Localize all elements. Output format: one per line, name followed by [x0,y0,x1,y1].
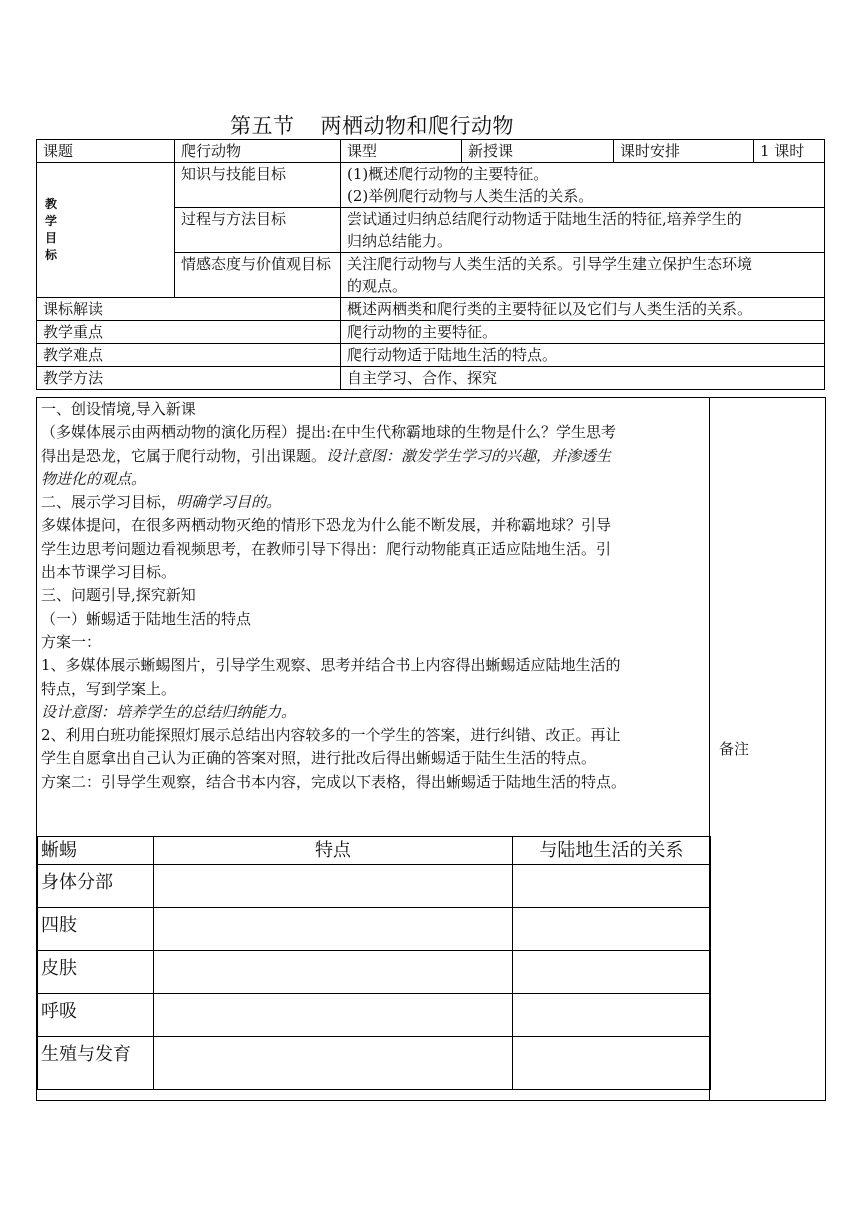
process-text: 1、多媒体展示蜥蜴图片，引导学生观察、思考并结合书上内容得出蜥蜴适应陆地生活的 特点，写到学案上。 [41,656,621,698]
standard-value: 概述两栖类和爬行类的主要特征以及它们与人类生活的关系。 [341,298,825,321]
table-cell [154,994,513,1037]
info-row [37,140,825,163]
process-text: 多媒体提问，在很多两栖动物灭绝的情形下恐龙为什么能不断发展，并称霸地球？引导 学生边思考问题边看视频思考，在教师引导下得出：爬行动物能真正适应陆地生活。引 出本节课学习目标。 [41,516,612,582]
goal-category: 知识与技能目标 [175,163,341,208]
goal-content: (1)概述爬行动物的主要特征。 (2)举例爬行动物与人类生活的关系。 [341,163,825,208]
process-heading: 二、展示学习目标，明确学习目的。 [41,493,282,512]
table-cell [512,1037,710,1090]
process-text: 方案一： [41,632,102,651]
lesson-info-table [36,139,825,390]
standard-row [37,298,825,321]
goal-category: 过程与方法目标 [175,208,341,253]
difficulty-value: 爬行动物适于陆地生活的特点。 [341,344,825,367]
method-label: 教学方法 [37,367,341,390]
difficulty-label: 教学难点 [37,344,341,367]
process-text: （多媒体展示由两栖动物的演化历程）提出:在中生代称霸地球的生物是什么？学生思考 得出是恐龙，它属于爬行动物，引出课题。设计意图：激发学生学习的兴趣，并渗透生 物进化的观点。 [41,423,617,488]
row-label: 四肢 [38,908,154,951]
row-label: 皮肤 [38,951,154,994]
lizard-table [37,836,711,1090]
row-label: 呼吸 [38,994,154,1037]
remark-label: 备注 [719,740,750,758]
keypoint-value: 爬行动物的主要特征。 [341,321,825,344]
lizard-table-header [38,837,711,865]
method-row [37,367,825,390]
process-design-intent: 设计意图：培养学生的总结归纳能力。 [41,702,297,721]
table-cell [154,865,513,908]
table-cell [154,908,513,951]
method-value: 自主学习、合作、探究 [341,367,825,390]
section-name: 两栖动物和爬行动物 [320,114,514,138]
table-cell [512,908,710,951]
schedule-value: 1 课时 [754,140,825,163]
table-row [38,951,711,994]
page-title [0,110,744,140]
header-cell: 与陆地生活的关系 [512,837,710,865]
keypoint-label: 教学重点 [37,321,341,344]
row-label: 身体分部 [38,865,154,908]
difficulty-row [37,344,825,367]
goals-label: 教学目标 [37,163,175,298]
goal-category: 情感态度与价值观目标 [175,253,341,298]
keypoint-row [37,321,825,344]
header-cell: 特点 [154,837,513,865]
process-text: 方案二：引导学生观察，结合书本内容，完成以下表格，得出蜥蜴适于陆地生活的特点。 [41,772,627,791]
table-cell [154,1037,513,1090]
type-value: 新授课 [462,140,614,163]
table-row [38,994,711,1037]
topic-value: 爬行动物 [175,140,341,163]
table-cell [154,951,513,994]
standard-label: 课标解读 [37,298,341,321]
process-subheading: （一）蜥蜴适于陆地生活的特点 [41,609,252,628]
table-cell [512,951,710,994]
schedule-label: 课时安排 [614,140,754,163]
goal-content: 尝试通过归纳总结爬行动物适于陆地生活的特征,培养学生的 归纳总结能力。 [341,208,825,253]
table-row [38,865,711,908]
table-row [38,908,711,951]
goal-row [37,163,825,208]
table-row [38,1037,711,1090]
section-number: 第五节 [230,114,295,138]
process-heading: 三、问题引导,探究新知 [41,586,196,605]
table-cell [512,865,710,908]
process-heading: 一、创设情境,导入新课 [41,400,196,418]
process-content [37,398,710,1100]
topic-label: 课题 [37,140,175,163]
goal-content: 关注爬行动物与人类生活的关系。引导学生建立保护生态环境 的观点。 [341,253,825,298]
process-text: 2、利用白班功能探照灯展示总结出内容较多的一个学生的答案，进行纠错、改正。再让 学生自愿拿出自己认为正确的答案对照，进行批改后得出蜥蜴适于陆生生活的特点。 [41,726,621,768]
row-label: 生殖与发育 [38,1037,154,1090]
type-label: 课型 [341,140,462,163]
table-cell [512,994,710,1037]
header-cell: 蜥蜴 [38,837,154,865]
teaching-process-section [36,397,826,1101]
